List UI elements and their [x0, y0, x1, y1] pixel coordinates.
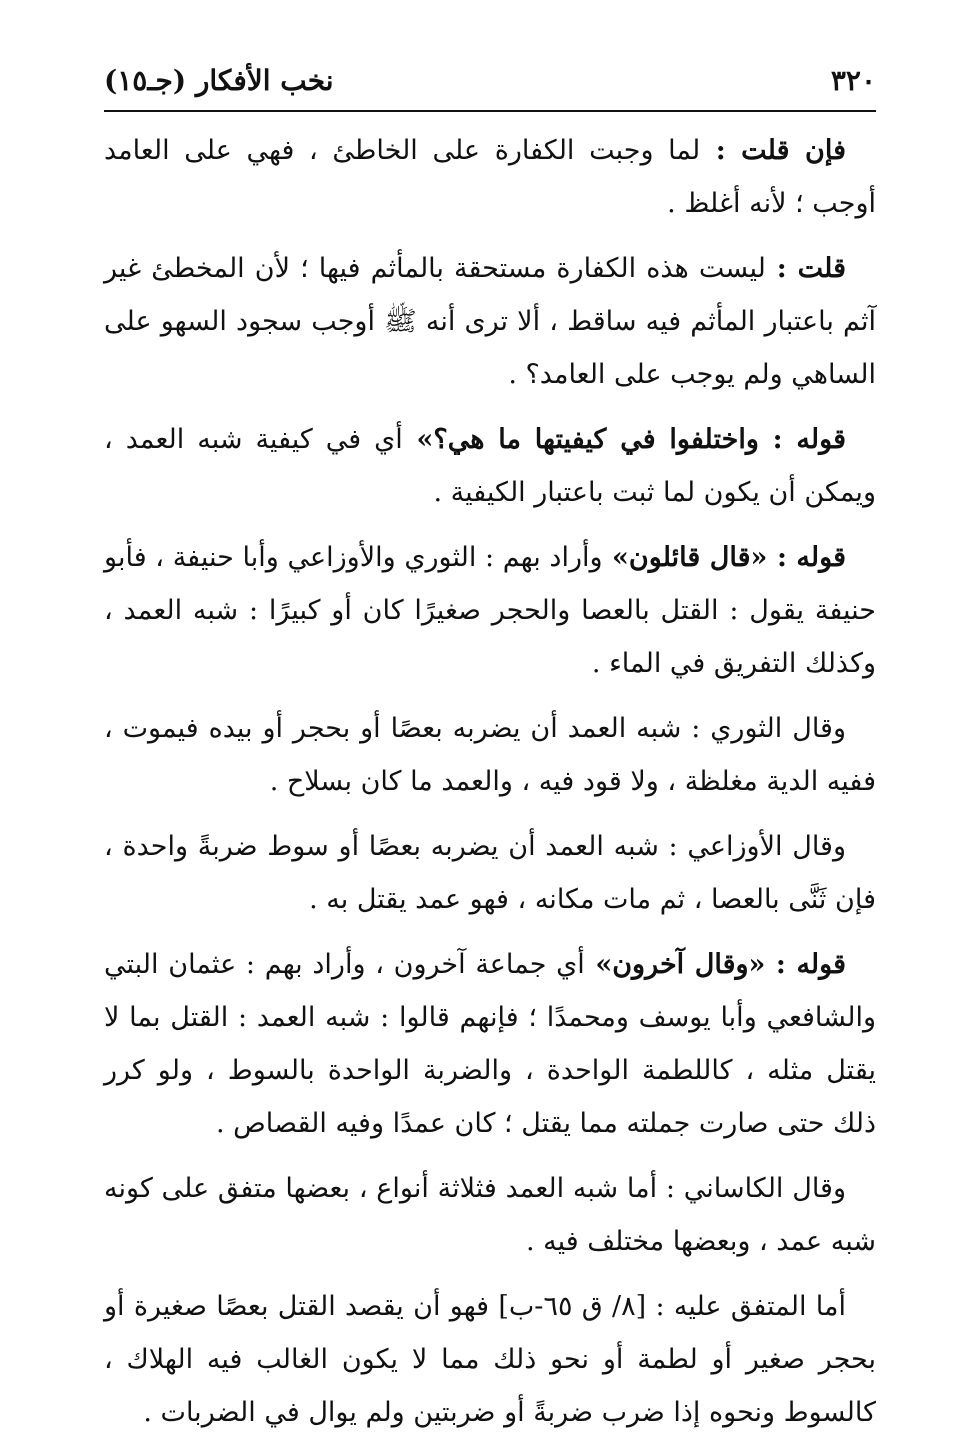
- paragraph-4: [104, 531, 876, 690]
- paragraph-2-lead: قلت :: [765, 253, 846, 284]
- paragraph-9: [104, 1280, 876, 1439]
- paragraph-3-lead: قوله : واختلفوا في كيفيتها ما هي؟»: [402, 424, 846, 455]
- paragraph-4-lead: قوله : «قال قائلون»: [602, 542, 846, 573]
- paragraph-3-text: أي في كيفية شبه العمد ، ويمكن أن يكون لما ثبت باعتبار الكيفية .: [104, 424, 876, 508]
- paragraph-7: [104, 938, 876, 1150]
- paragraph-5: [104, 702, 876, 808]
- paragraph-2-text: ليست هذه الكفارة مستحقة بالمأثم فيها ؛ لأن المخطئ غير آثم باعتبار المأثم فيه ساقط ، ألا ترى أنه ﷺ أوجب سجود السهو على الساهي ولم يوجب على العامد؟ .: [104, 253, 876, 390]
- paragraph-1: [104, 124, 876, 230]
- page-header: [104, 58, 876, 102]
- paragraph-8: [104, 1162, 876, 1268]
- paragraph-2: [104, 242, 876, 401]
- paragraph-6-text: وقال الأوزاعي : شبه العمد أن يضربه بعصًا أو سوط ضربةً واحدة ، فإن ثَنَّى بالعصا ، ثم مات مكانه ، فهو عمد يقتل به .: [104, 831, 876, 915]
- book-title: نخب الأفكار (جـ١٥): [104, 63, 334, 97]
- paragraph-9-text: أما المتفق عليه : [٨/ ق ٦٥-ب] فهو أن يقصد القتل بعصًا صغيرة أو بحجر صغير أو لطمة أو نحو ذلك مما لا يكون الغالب فيه الهلاك ، كالسوط ونحوه إذا ضرب ضربةً أو ضربتين ولم يوال في الضربات .: [104, 1291, 876, 1428]
- header-divider: [104, 110, 876, 112]
- paragraph-8-text: وقال الكاساني : أما شبه العمد فثلاثة أنواع ، بعضها متفق على كونه شبه عمد ، وبعضها مختلف فيه .: [104, 1173, 876, 1257]
- page-number: ٣٢٠: [830, 63, 876, 97]
- paragraph-1-lead: فإن قلت :: [700, 135, 846, 166]
- paragraph-6: [104, 820, 876, 926]
- page-body: [104, 124, 876, 1451]
- paragraph-7-lead: قوله : «وقال آخرون»: [584, 949, 847, 980]
- paragraph-7-text: أي جماعة آخرون ، وأراد بهم : عثمان البتي والشافعي وأبا يوسف ومحمدًا ؛ فإنهم قالوا : شبه العمد : القتل بما لا يقتل مثله ، كاللطمة الواحدة ، والضربة الواحدة بالسوط ، ولو كرر ذلك حتى صارت جملته مما يقتل ؛ كان عمدًا وفيه القصاص .: [104, 949, 876, 1139]
- paragraph-1-text: لما وجبت الكفارة على الخاطئ ، فهي على العامد أوجب ؛ لأنه أغلظ .: [104, 135, 876, 219]
- paragraph-4-text: وأراد بهم : الثوري والأوزاعي وأبا حنيفة ، فأبو حنيفة يقول : القتل بالعصا والحجر صغيرًا كان أو كبيرًا : شبه العمد ، وكذلك التفريق في الماء .: [104, 542, 876, 679]
- paragraph-5-text: وقال الثوري : شبه العمد أن يضربه بعصًا أو بحجر أو بيده فيموت ، ففيه الدية مغلظة ، ولا قود فيه ، والعمد ما كان بسلاح .: [104, 713, 876, 797]
- paragraph-3: [104, 413, 876, 519]
